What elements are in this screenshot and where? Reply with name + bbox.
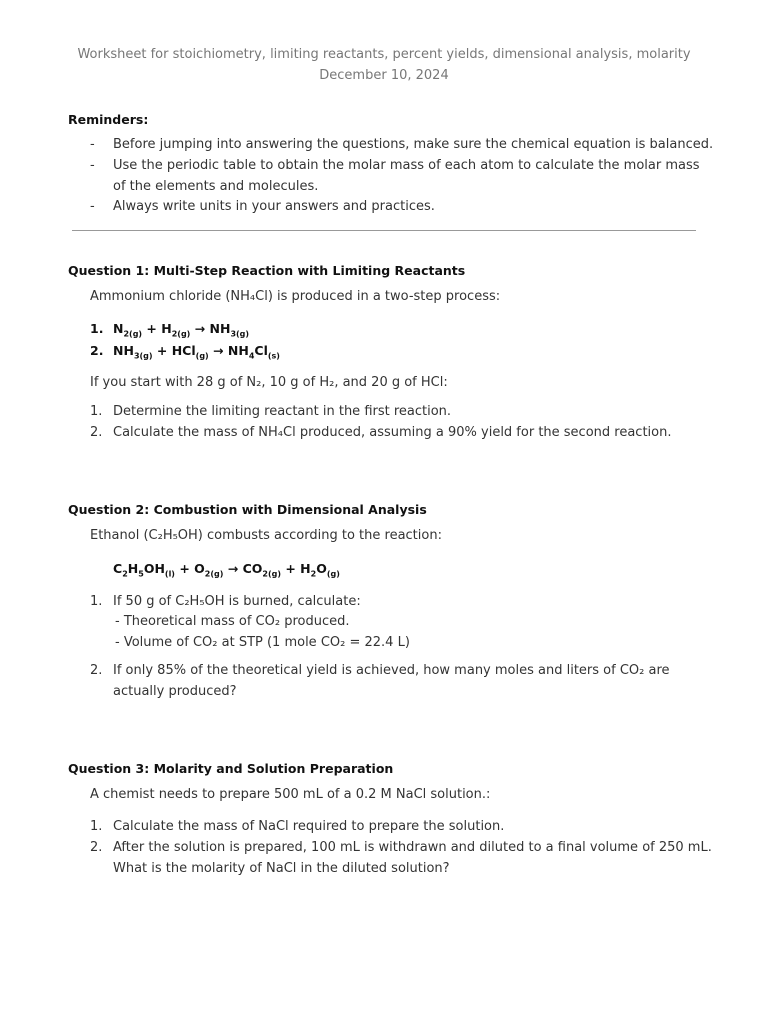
- reminders-heading: Reminders:: [68, 112, 149, 127]
- q1-task: Calculate the mass of NH₄Cl produced, assuming a 90% yield for the second reaction.: [113, 425, 672, 440]
- section-divider: [72, 230, 696, 231]
- q2-task: If only 85% of the theoretical yield is achieved, how many moles and liters of CO₂ are: [113, 663, 670, 678]
- q1-equation-2: $NH_{3(g)} + HCl_{(g)} \to NH_4Cl_{(s)}$: [113, 343, 280, 361]
- q1-eq1-number: 1.: [90, 321, 104, 336]
- q2-subtask: - Theoretical mass of CO₂ produced.: [115, 614, 350, 629]
- q3-task-number: 2.: [90, 840, 103, 855]
- bullet-dash: -: [90, 199, 95, 214]
- reminder-item: Use the periodic table to obtain the molar mass of each atom to calculate the molar mass: [113, 158, 700, 173]
- reminder-item-continued: of the elements and molecules.: [113, 179, 319, 194]
- q1-title: Question 1: Multi-Step Reaction with Limiting Reactants: [68, 263, 466, 278]
- q1-eq2-number: 2.: [90, 343, 104, 358]
- q2-task-continued: actually produced?: [113, 684, 237, 699]
- worksheet-date: December 10, 2024: [319, 68, 449, 83]
- q1-intro: Ammonium chloride (NH₄Cl) is produced in a two-step process:: [90, 289, 501, 304]
- q2-task-number: 2.: [90, 663, 103, 678]
- bullet-dash: -: [90, 137, 95, 152]
- reminder-item: Always write units in your answers and practices.: [113, 199, 435, 214]
- q1-task-number: 2.: [90, 425, 103, 440]
- q3-title: Question 3: Molarity and Solution Preparation: [68, 761, 394, 776]
- q1-given: If you start with 28 g of N₂, 10 g of H₂, and 20 g of HCl:: [90, 375, 448, 390]
- reminder-item: Before jumping into answering the questions, make sure the chemical equation is balanced.: [113, 137, 714, 152]
- q1-equation-1: $N_{2(g)} + H_{2(g)} \to NH_{3(g)}$: [113, 321, 250, 339]
- bullet-dash: -: [90, 158, 95, 173]
- q2-task-number: 1.: [90, 594, 103, 609]
- q1-task-number: 1.: [90, 404, 103, 419]
- q3-task-continued: What is the molarity of NaCl in the diluted solution?: [113, 861, 450, 876]
- q3-task-number: 1.: [90, 819, 103, 834]
- q3-task: After the solution is prepared, 100 mL is withdrawn and diluted to a final volume of 250 mL.: [113, 840, 712, 855]
- q2-subtask: - Volume of CO₂ at STP (1 mole CO₂ = 22.4 L): [115, 635, 410, 650]
- q3-task: Calculate the mass of NaCl required to prepare the solution.: [113, 819, 505, 834]
- q2-intro: Ethanol (C₂H₅OH) combusts according to the reaction:: [90, 528, 442, 543]
- worksheet-title: Worksheet for stoichiometry, limiting reactants, percent yields, dimensional analysis, molarity: [77, 47, 691, 62]
- q2-task: If 50 g of C₂H₅OH is burned, calculate:: [113, 594, 361, 609]
- q2-title: Question 2: Combustion with Dimensional Analysis: [68, 502, 427, 517]
- q2-equation: $C_2H_5OH_{(l)} + O_{2(g)} \to CO_{2(g)} + H_2O_{(g)}$: [113, 561, 340, 579]
- q3-intro: A chemist needs to prepare 500 mL of a 0.2 M NaCl solution.:: [90, 787, 491, 802]
- q1-task: Determine the limiting reactant in the first reaction.: [113, 404, 452, 419]
